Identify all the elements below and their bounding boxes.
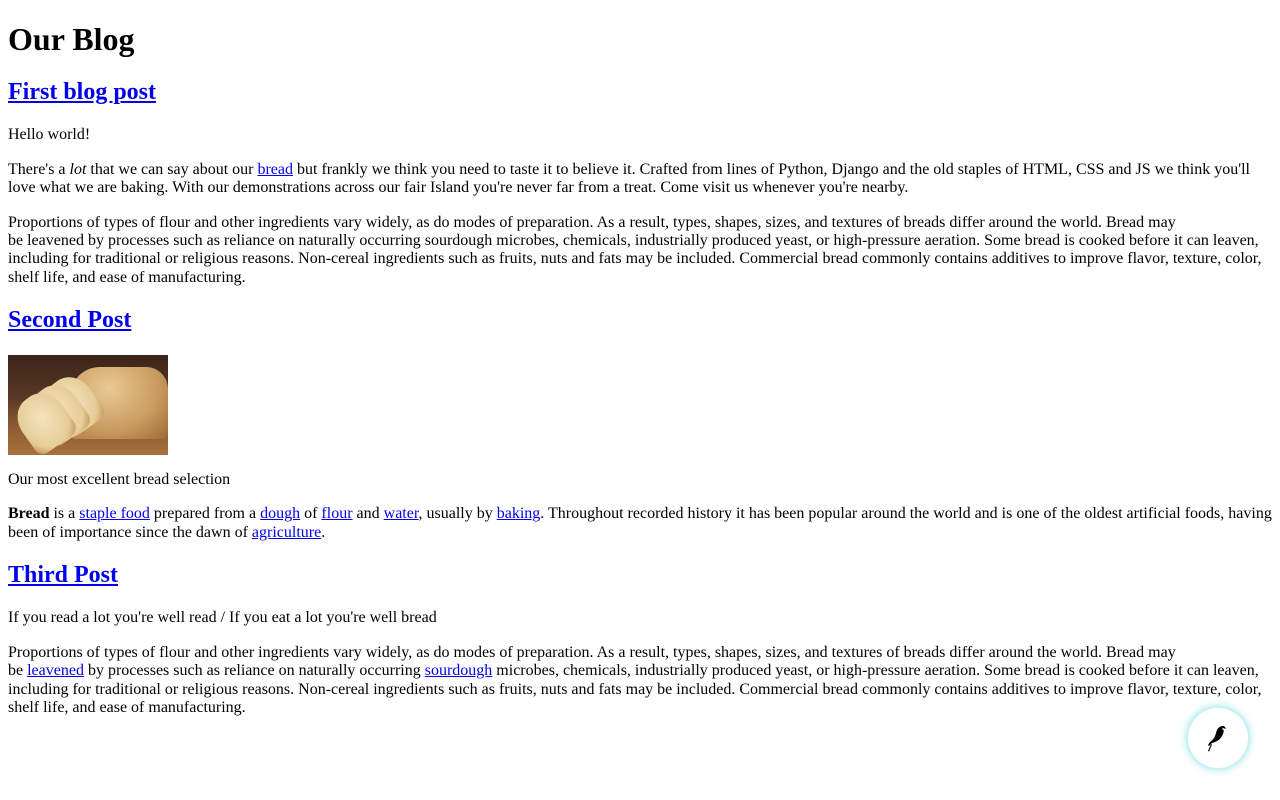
text: , usually by: [418, 505, 497, 523]
leavened-link[interactable]: leavened: [27, 662, 84, 680]
text: Proportions of types of flour and other ingredients vary widely, as do modes of preparation. As a result, types, shapes, sizes, and textures of breads differ around the world. Bread may: [8, 643, 1176, 661]
text: and: [352, 505, 384, 523]
post-title: [8, 79, 1272, 107]
text: Proportions of types of flour and other ingredients vary widely, as do modes of preparation. As a result, types, shapes, sizes, and textures of breads differ around the world. Bread may: [8, 213, 1176, 231]
post-paragraph: [8, 505, 1272, 542]
emphasis: lot: [69, 160, 87, 178]
bread-link[interactable]: bread: [257, 160, 293, 178]
text: but frankly we think you need to taste it to believe it. Crafted from lines of Python, Django and the old staples of HTML, CSS and JS we think you'll love what we are baking. With our demonstrations across our fair Island you're never far from a treat. Come visit us whenever you're nearby.: [8, 160, 1250, 197]
post-link-second[interactable]: Second Post: [8, 307, 132, 334]
text: microbes, chemicals, industrially produced yeast, or high-pressure aeration. Some bread is cooked before it can leaven, including for traditional or religious reasons. Non-cereal ingredients such as fruits, nuts and fats may be included. Commercial bread commonly contains additives to improve flavor, texture, color, shelf life, and ease of manufacturing.: [8, 662, 1262, 717]
baking-link[interactable]: baking: [496, 505, 541, 523]
text: be leavened by processes such as reliance on naturally occurring sourdough microbes, chemicals, industrially produced yeast, or high-pressure aeration. Some bread is cooked before it can leaven, including for traditional or religious reasons. Non-cereal ingredients such as fruits, nuts and fats may be included. Commercial bread commonly contains additives to improve flavor, texture, color, shelf life, and ease of manufacturing.: [8, 231, 1262, 286]
post-title: [8, 307, 1272, 335]
post-link-third[interactable]: Third Post: [8, 561, 119, 588]
post-paragraph: [8, 644, 1272, 718]
text: There's a: [8, 160, 70, 178]
sourdough-link[interactable]: sourdough: [424, 662, 493, 680]
wagtail-bird-icon: [1205, 723, 1231, 753]
dough-link[interactable]: dough: [260, 505, 301, 523]
text: of: [300, 505, 322, 523]
post-intro: If you read a lot you're well read / If you eat a lot you're well bread: [8, 609, 437, 627]
water-link[interactable]: water: [383, 505, 419, 523]
text: .: [321, 523, 326, 541]
agriculture-link[interactable]: agriculture: [251, 523, 322, 541]
post-paragraph: [8, 161, 1272, 198]
page-title: Our Blog: [8, 21, 135, 57]
text: be: [8, 662, 28, 680]
text: that we can say about our: [86, 160, 258, 178]
post-link-first[interactable]: First blog post: [8, 78, 157, 105]
text: prepared from a: [149, 505, 261, 523]
post-title: [8, 562, 1272, 590]
wagtail-userbar-button[interactable]: [1188, 708, 1248, 768]
text: by processes such as reliance on naturally occurring: [83, 662, 425, 680]
text: . Throughout recorded history it has been popular around the world and is one of the oldest artificial foods, having been of importance since the dawn of: [8, 505, 1272, 541]
post-intro: Our most excellent bread selection: [8, 470, 231, 488]
post-paragraph: [8, 214, 1272, 288]
post-intro: Hello world!: [8, 126, 91, 144]
staple-food-link[interactable]: staple food: [79, 505, 150, 523]
text: is a: [49, 505, 80, 523]
bread-image: [8, 355, 168, 455]
bold-text: Bread: [8, 505, 50, 523]
flour-link[interactable]: flour: [321, 505, 353, 523]
